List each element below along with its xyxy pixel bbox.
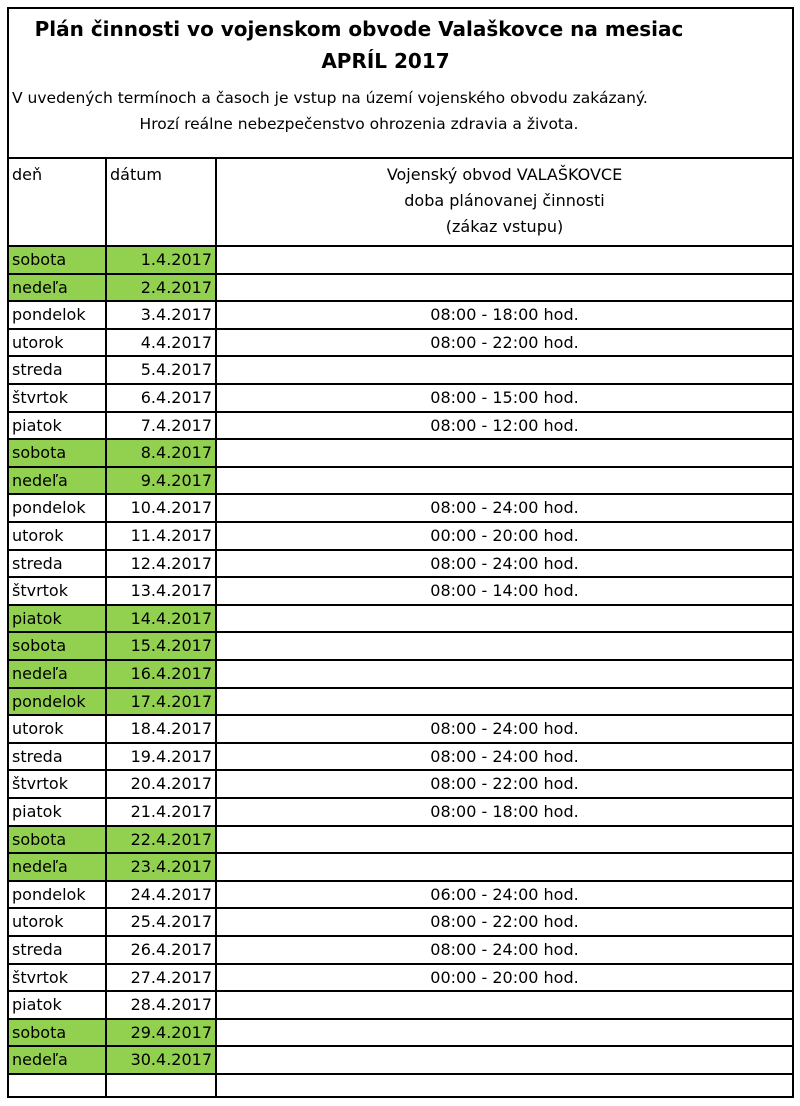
day-cell: utorok: [12, 912, 64, 932]
activity-time-cell: [215, 247, 792, 273]
table-row: [9, 355, 792, 383]
date-cell: 23.4.2017: [105, 854, 215, 880]
table-row: [9, 604, 792, 632]
date-cell: 12.4.2017: [105, 551, 215, 577]
activity-time-cell: 08:00 - 24:00 hod.: [215, 551, 792, 577]
table-row: [9, 1045, 792, 1073]
activity-time-cell: [215, 633, 792, 659]
table-row: [9, 521, 792, 549]
activity-time-cell: 08:00 - 22:00 hod.: [215, 771, 792, 797]
date-cell: 14.4.2017: [105, 606, 215, 632]
header-activity-line3: (zákaz vstupu): [445, 217, 564, 236]
day-cell: streda: [12, 553, 63, 573]
day-cell: štvrtok: [12, 774, 68, 794]
day-cell: sobota: [12, 1022, 67, 1042]
date-cell: 4.4.2017: [105, 330, 215, 356]
activity-time-cell: 08:00 - 24:00 hod.: [215, 716, 792, 742]
activity-time-cell: 08:00 - 24:00 hod.: [215, 495, 792, 521]
table-row: [9, 300, 792, 328]
day-cell: pondelok: [12, 305, 86, 325]
date-cell: 18.4.2017: [105, 716, 215, 742]
date-cell: 15.4.2017: [105, 633, 215, 659]
date-cell: 30.4.2017: [105, 1047, 215, 1073]
table-row: [9, 273, 792, 301]
activity-time-cell: 08:00 - 24:00 hod.: [215, 937, 792, 963]
day-cell: utorok: [12, 526, 64, 545]
table-row: [9, 963, 792, 991]
table-row: [9, 576, 792, 604]
table-row: [9, 687, 792, 715]
header-date: dátum: [105, 159, 215, 245]
activity-time-cell: 08:00 - 22:00 hod.: [215, 909, 792, 935]
day-cell: nedeľa: [12, 664, 68, 683]
header-activity-line2: doba plánovanej činnosti: [404, 191, 605, 210]
table-row: [9, 907, 792, 935]
day-cell: utorok: [12, 332, 64, 352]
activity-time-cell: 00:00 - 20:00 hod.: [215, 523, 792, 549]
day-cell: sobota: [12, 829, 67, 849]
activity-time-cell: [215, 357, 792, 383]
table-row: [9, 438, 792, 466]
header-day: deň: [12, 165, 43, 184]
activity-time-cell: [215, 827, 792, 853]
activity-time-cell: [215, 468, 792, 494]
activity-time-cell: [215, 1047, 792, 1073]
date-cell: 13.4.2017: [105, 578, 215, 604]
activity-time-cell: [215, 1020, 792, 1046]
date-cell: 22.4.2017: [105, 827, 215, 853]
table-row: [9, 742, 792, 770]
activity-time-cell: 08:00 - 15:00 hod.: [215, 385, 792, 411]
date-cell: 6.4.2017: [105, 385, 215, 411]
day-cell: piatok: [12, 608, 62, 628]
day-cell: pondelok: [12, 498, 86, 518]
date-cell: 10.4.2017: [105, 495, 215, 521]
date-cell: 16.4.2017: [105, 661, 215, 687]
day-cell: štvrtok: [12, 967, 68, 987]
activity-time-cell: 08:00 - 24:00 hod.: [215, 744, 792, 770]
date-cell: 29.4.2017: [105, 1020, 215, 1046]
table-row: [9, 880, 792, 908]
date-cell: 8.4.2017: [105, 440, 215, 466]
date-cell: 9.4.2017: [105, 468, 215, 494]
table-row: [9, 990, 792, 1018]
table-row: [9, 1018, 792, 1046]
day-cell: nedeľa: [12, 857, 68, 877]
date-cell: 11.4.2017: [105, 523, 215, 549]
table-row: [9, 245, 792, 273]
day-cell: sobota: [12, 250, 67, 269]
warning-note-line1: V uvedených termínoch a časoch je vstup na území vojenského obvodu zakázaný.: [12, 89, 648, 107]
activity-time-cell: 00:00 - 20:00 hod.: [215, 965, 792, 991]
document-title: Plán činnosti vo vojenskom obvode Valaškovce na mesiac: [34, 17, 684, 41]
day-cell: sobota: [12, 636, 67, 656]
day-cell: nedeľa: [12, 277, 68, 297]
header-activity-line1: Vojenský obvod VALAŠKOVCE: [386, 165, 623, 184]
activity-time-cell: 08:00 - 14:00 hod.: [215, 578, 792, 604]
date-cell: 26.4.2017: [105, 937, 215, 963]
date-cell: 27.4.2017: [105, 965, 215, 991]
date-cell: 20.4.2017: [105, 771, 215, 797]
table-row: [9, 797, 792, 825]
activity-time-cell: 08:00 - 18:00 hod.: [215, 799, 792, 825]
table-row: [9, 769, 792, 797]
day-cell: pondelok: [12, 884, 86, 904]
date-cell: 1.4.2017: [105, 247, 215, 273]
activity-time-cell: [215, 606, 792, 632]
activity-time-cell: 08:00 - 12:00 hod.: [215, 413, 792, 439]
activity-time-cell: [215, 992, 792, 1018]
day-cell: nedeľa: [12, 1050, 68, 1070]
day-cell: nedeľa: [12, 470, 68, 490]
day-cell: utorok: [12, 719, 64, 739]
activity-time-cell: 08:00 - 18:00 hod.: [215, 302, 792, 328]
table-row: [9, 714, 792, 742]
header-activity: [215, 159, 792, 245]
table-row: [9, 411, 792, 439]
date-cell: 28.4.2017: [105, 992, 215, 1018]
table-row: [9, 935, 792, 963]
activity-time-cell: 08:00 - 22:00 hod.: [215, 330, 792, 356]
table-row: [9, 549, 792, 577]
date-cell: 5.4.2017: [105, 357, 215, 383]
activity-time-cell: [215, 689, 792, 715]
day-cell: piatok: [12, 415, 62, 435]
table-row: [9, 659, 792, 687]
date-cell: 2.4.2017: [105, 275, 215, 301]
date-cell: 25.4.2017: [105, 909, 215, 935]
date-cell: 21.4.2017: [105, 799, 215, 825]
date-cell: 7.4.2017: [105, 413, 215, 439]
activity-time-cell: [215, 1075, 792, 1096]
day-cell: streda: [12, 746, 63, 766]
table-row: [9, 328, 792, 356]
date-cell: [105, 1075, 215, 1096]
day-cell: štvrtok: [12, 581, 68, 601]
date-cell: 3.4.2017: [105, 302, 215, 328]
day-cell: sobota: [12, 443, 67, 463]
schedule-sheet: [7, 7, 794, 1098]
date-cell: 17.4.2017: [105, 689, 215, 715]
day-cell: pondelok: [12, 691, 86, 711]
table-row: [9, 852, 792, 880]
day-cell: [9, 1075, 105, 1096]
day-cell: streda: [12, 940, 63, 959]
day-cell: piatok: [12, 802, 62, 821]
document-month: APRÍL 2017: [321, 49, 450, 73]
day-cell: piatok: [12, 995, 62, 1015]
table-row: [9, 631, 792, 659]
activity-time-cell: [215, 854, 792, 880]
table-row: [9, 1073, 792, 1096]
document-header: [9, 9, 792, 159]
date-cell: 24.4.2017: [105, 882, 215, 908]
activity-time-cell: 06:00 - 24:00 hod.: [215, 882, 792, 908]
table-row: [9, 466, 792, 494]
date-cell: 19.4.2017: [105, 744, 215, 770]
activity-time-cell: [215, 661, 792, 687]
activity-time-cell: [215, 440, 792, 466]
table-header-row: [9, 157, 792, 245]
day-cell: štvrtok: [12, 388, 68, 407]
table-row: [9, 383, 792, 411]
table-row: [9, 493, 792, 521]
day-cell: streda: [12, 360, 63, 380]
warning-note-line2: Hrozí reálne nebezpečenstvo ohrozenia zdravia a života.: [139, 115, 579, 133]
activity-time-cell: [215, 275, 792, 301]
table-row: [9, 825, 792, 853]
